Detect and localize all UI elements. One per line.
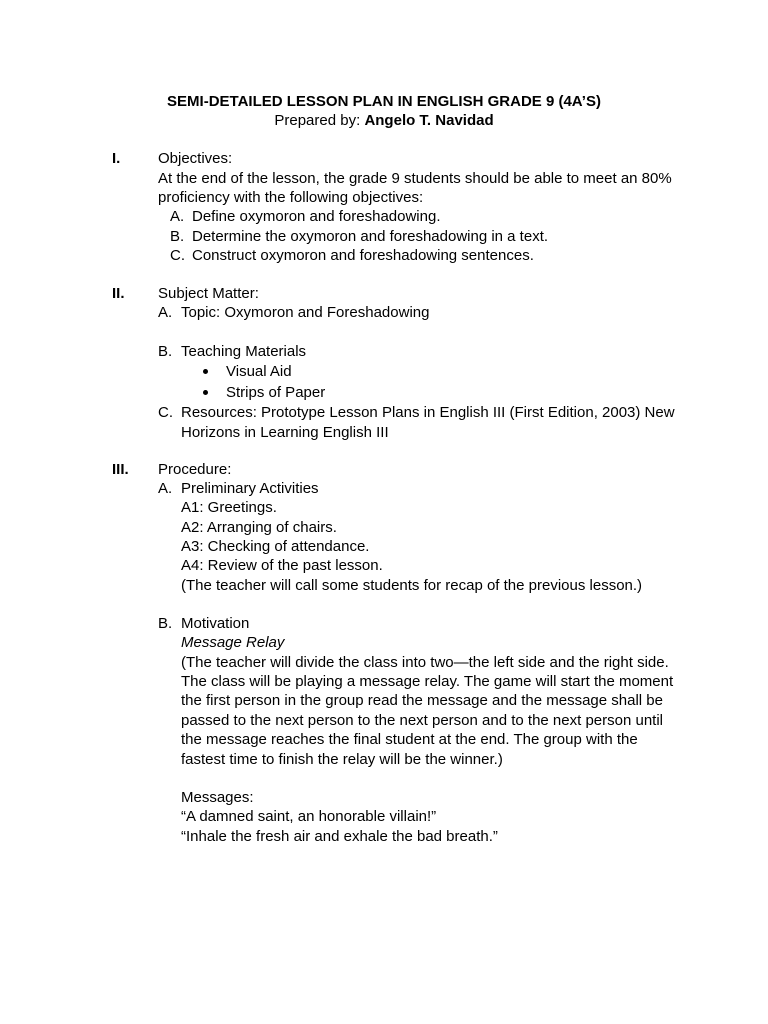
motivation-description-line: fastest time to finish the relay will be the winner.) xyxy=(181,751,503,768)
objective-c-letter: C. xyxy=(170,247,185,264)
objective-c-text: Construct oxymoron and foreshadowing sentences. xyxy=(192,247,534,264)
section-1-numeral: I. xyxy=(112,150,121,167)
resources-line-1: Resources: Prototype Lesson Plans in English III (First Edition, 2003) New xyxy=(181,404,675,421)
section-2-heading: Subject Matter: xyxy=(158,285,259,302)
activity-title: Message Relay xyxy=(181,634,285,651)
material-item-strips: Strips of Paper xyxy=(226,384,326,401)
objective-b-letter: B. xyxy=(170,228,185,245)
preliminary-item: A2: Arranging of chairs. xyxy=(181,519,337,536)
preliminary-text: Preliminary Activities xyxy=(181,480,319,497)
section-2-numeral: II. xyxy=(112,285,125,302)
motivation-description-line: The class will be playing a message relay. The game will start the moment xyxy=(181,673,674,690)
objective-a-letter: A. xyxy=(170,208,185,225)
message-item: “A damned saint, an honorable villain!” xyxy=(181,808,437,825)
message-item: “Inhale the fresh air and exhale the bad breath.” xyxy=(181,828,498,845)
preliminary-item: A3: Checking of attendance. xyxy=(181,538,370,555)
motivation-letter: B. xyxy=(158,615,173,632)
resources-line-2: Horizons in Learning English III xyxy=(181,424,389,441)
topic-text: Topic: Oxymoron and Foreshadowing xyxy=(181,304,430,321)
objectives-intro-line-1: At the end of the lesson, the grade 9 students should be able to meet an 80% xyxy=(158,170,672,187)
preliminary-note: (The teacher will call some students for recap of the previous lesson.) xyxy=(181,577,643,594)
motivation-description-line: the message reaches the final student at the end. The group with the xyxy=(181,731,638,748)
motivation-description-line: the first person in the group read the message and the message shall be xyxy=(181,692,663,709)
material-item-visual-aid: Visual Aid xyxy=(226,363,292,380)
objectives-intro-line-2: proficiency with the following objectives: xyxy=(158,189,424,206)
section-3-heading: Procedure: xyxy=(158,461,232,478)
bullet-dot-icon xyxy=(203,369,208,374)
topic-letter: A. xyxy=(158,304,173,321)
prepared-by-line xyxy=(0,111,768,131)
motivation-description-line: passed to the next person to the next person and to the next person until xyxy=(181,712,663,729)
preliminary-letter: A. xyxy=(158,480,173,497)
materials-letter: B. xyxy=(158,343,173,360)
motivation-description-line: (The teacher will divide the class into two—the left side and the right side. xyxy=(181,654,669,671)
author-name: Angelo T. Navidad xyxy=(364,112,494,129)
materials-text: Teaching Materials xyxy=(181,343,307,360)
preliminary-item: A4: Review of the past lesson. xyxy=(181,557,383,574)
preliminary-item: A1: Greetings. xyxy=(181,499,277,516)
objective-b-text: Determine the oxymoron and foreshadowing in a text. xyxy=(192,228,549,245)
section-1-heading: Objectives: xyxy=(158,150,233,167)
prepared-by-label: Prepared by: xyxy=(274,112,361,129)
section-3-numeral: III. xyxy=(112,461,129,478)
bullet-dot-icon xyxy=(203,390,208,395)
document-title: SEMI-DETAILED LESSON PLAN IN ENGLISH GRADE 9 (4A’S) xyxy=(167,93,601,110)
messages-label: Messages: xyxy=(181,789,254,806)
objective-a-text: Define oxymoron and foreshadowing. xyxy=(192,208,441,225)
resources-letter: C. xyxy=(158,404,173,421)
motivation-text: Motivation xyxy=(181,615,250,632)
